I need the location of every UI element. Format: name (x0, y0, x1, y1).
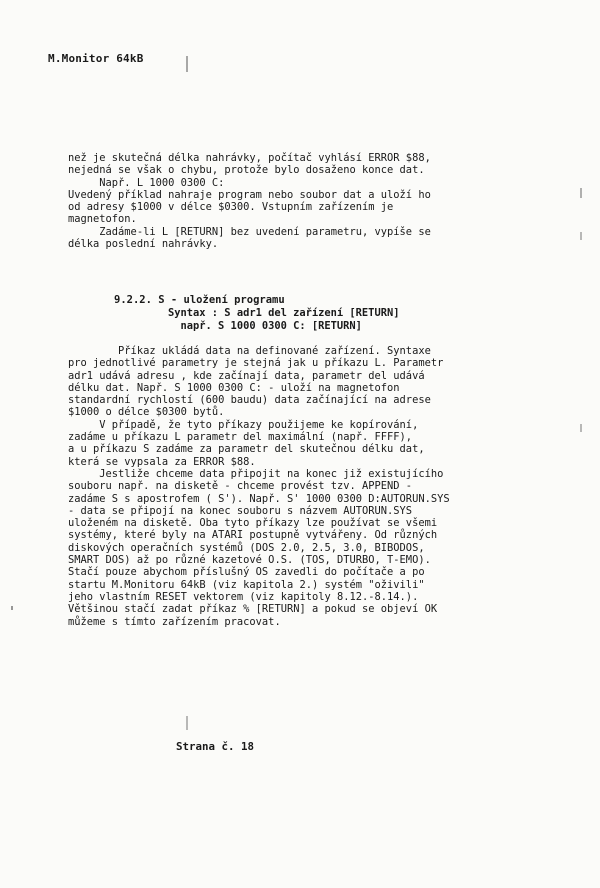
text-line: od adresy $1000 v délce $0300. Vstupním zařízením je (68, 201, 394, 214)
text-line: Jestliže chceme data připojit na konec již existujícího (68, 467, 444, 480)
text-line: délka poslední nahrávky. (68, 238, 219, 251)
text-line: SMART DOS) až po různé kazetové O.S. (TOS, DTURBO, T-EMO). (68, 554, 431, 567)
text-line: - data se připojí na konec souboru s názvem AUTORUN.SYS (68, 504, 413, 517)
text-line: pro jednotlivé parametry je stejná jak u příkazu L. Parametr (68, 357, 444, 370)
text-line: Zadáme-li L [RETURN] bez uvedení parametru, vypíše se (68, 225, 431, 238)
syntax-box (168, 307, 399, 332)
scan-mark (186, 716, 188, 730)
syntax-line: Syntax : S adr1 del zařízení [RETURN] (168, 307, 400, 319)
text-line: Většinou stačí zadat příkaz % [RETURN] a pokud se objeví OK (68, 603, 438, 616)
text-line: $1000 o délce $0300 bytů. (68, 406, 225, 419)
text-line: adr1 udává adresu , kde začínají data, parametr del udává (68, 369, 425, 382)
text-line: zadáme u příkazu L parametr del maximální (např. FFFF), (68, 431, 413, 444)
page-number: Strana č. 18 (176, 740, 255, 753)
text-line: magnetofon. (68, 213, 137, 226)
text-line: zadáme S s apostrofem ( S'). Např. S' 1000 0300 D:AUTORUN.SYS (68, 492, 450, 505)
text-line: startu M.Monitoru 64kB (viz kapitola 2.) systém "oživili" (68, 578, 425, 591)
text-line: nejedná se však o chybu, protože bylo dosaženo konce dat. (68, 164, 425, 177)
scan-mark (580, 232, 582, 240)
text-line: než je skutečná délka nahrávky, počítač vyhlásí ERROR $88, (68, 152, 431, 164)
paragraph-block-load (68, 152, 530, 250)
scan-mark (580, 188, 582, 198)
scan-mark (186, 56, 188, 72)
text-line: a u příkazu S zadáme za parametr del skutečnou délku dat, (68, 443, 425, 456)
page-header: M.Monitor 64kB (48, 52, 144, 65)
text-line: uloženém na disketě. Oba tyto příkazy lze používat se všemi (68, 517, 438, 530)
text-line: souboru např. na disketě - chceme provést tzv. APPEND - (68, 480, 413, 493)
section-heading: 9.2.2. S - uložení programu (114, 294, 285, 306)
text-line: Např. L 1000 0300 C: (68, 176, 225, 189)
syntax-example: např. S 1000 0300 C: [RETURN] (168, 319, 362, 332)
text-line: standardní rychlostí (600 baudu) data začínající na adrese (68, 394, 431, 407)
text-line: délku dat. Např. S 1000 0300 C: - uloží na magnetofon (68, 381, 400, 394)
text-line: Stačí pouze abychom příslušný OS zavedli do počítače a po (68, 566, 425, 579)
text-line: Uvedený příklad nahraje program nebo soubor dat a uloží ho (68, 188, 431, 201)
text-line: V případě, že tyto příkazy použijeme ke kopírování, (68, 418, 419, 431)
text-line: systémy, které byly na ATARI postupně vytvářeny. Od různých (68, 529, 438, 542)
paragraph-block-save (68, 345, 530, 628)
text-line: jeho vlastním RESET vektorem (viz kapitoly 8.12.-8.14.). (68, 590, 419, 603)
text-line: můžeme s tímto zařízením pracovat. (68, 615, 281, 628)
text-line: Příkaz ukládá data na definované zařízení. Syntaxe (68, 345, 431, 357)
text-line: která se vypsala za ERROR $88. (68, 455, 256, 468)
text-line: diskových operačních systémů (DOS 2.0, 2.5, 3.0, BIBODOS, (68, 541, 425, 554)
scan-mark (11, 606, 13, 610)
scan-mark (580, 424, 582, 432)
